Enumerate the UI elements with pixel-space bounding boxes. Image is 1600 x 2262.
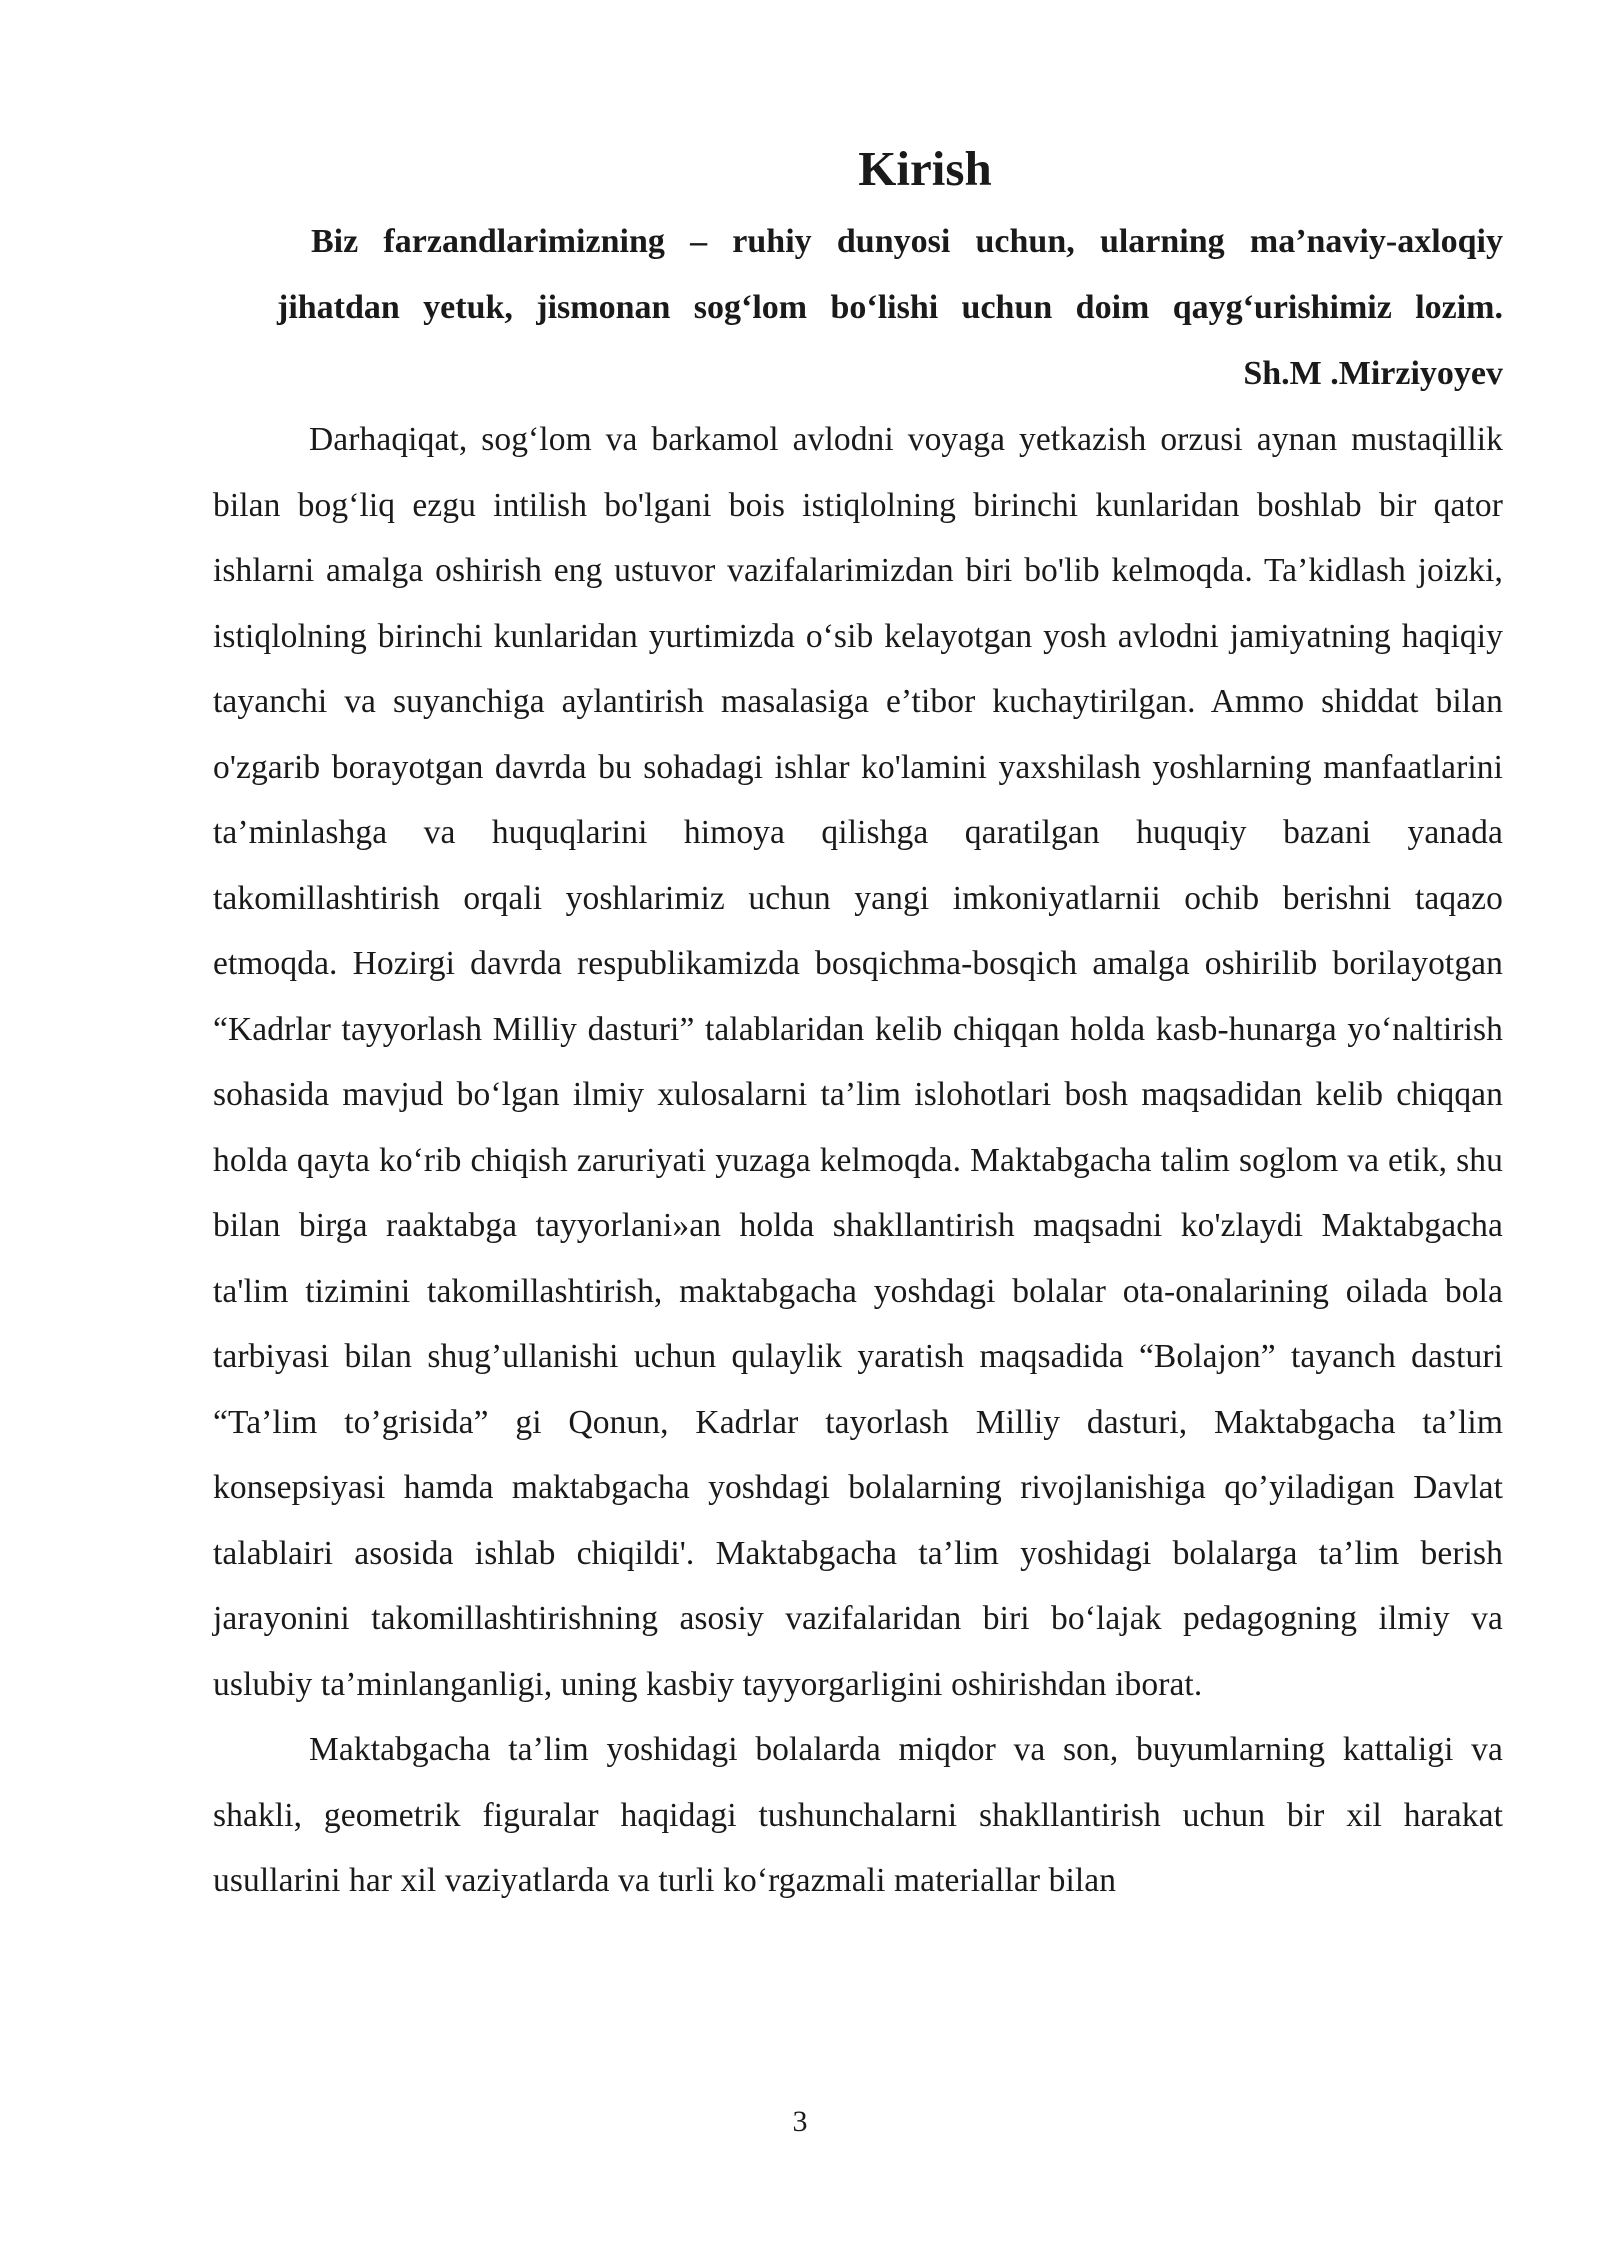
document-page <box>213 135 1503 1914</box>
body-paragraph: Maktabgacha ta’lim yoshidagi bolalarda miqdor va son, buyumlarning kattaligi va shakli, geometrik figuralar haqidagi tushunchalarni shakllantirish uchun bir xil harakat usullarini har xil vaziyatlarda va turli ko‘rgazmali materiallar bilan <box>213 1731 1503 1899</box>
page-number: 3 <box>792 2105 808 2138</box>
page-title: Kirish <box>858 141 992 196</box>
epigraph <box>213 209 1503 407</box>
epigraph-line: Biz farzandlarimizning – ruhiy dunyosi uchun, ularning ma’naviy-axloqiy <box>311 223 1503 260</box>
body-paragraph: Darhaqiqat, sog‘lom va barkamol avlodni voyaga yetkazish orzusi aynan mustaqillik bilan bog‘liq ezgu intilish bo'lgani bois istiqlolning birinchi kunlaridan boshlab bir qator ishlarni amalga oshirish eng ustuvor vazifalarimizdan biri bo'lib kelmoqda. Ta’kidlash joizki, istiqlolning birinchi kunlaridan yurtimizda o‘sib kelayotgan yosh avlodni jamiyatning haqiqiy tayanchi va suyanchiga aylantirish masalasiga e’tibor kuchaytirilgan. Ammo shiddat bilan o'zgarib borayotgan davrda bu sohadagi ishlar ko'lamini yaxshilash yoshlarning manfaatlarini ta’minlashga va huquqlarini himoya qilishga qaratilgan huquqiy bazani yanada takomillashtirish orqali yoshlarimiz uchun yangi imkoniyatlarnii ochib berishni taqazo etmoqda. Hozirgi davrda respublikamizda bosqichma-bosqich amalga oshirilib borilayotgan “Kadrlar tayyorlash Milliy dasturi” talablaridan kelib chiqqan holda kasb-hunarga yo‘naltirish sohasida mavjud bo‘lgan ilmiy xulosalarni ta’lim islohotlari bosh maqsadidan kelib chiqqan holda qayta ko‘rib chiqish zaruriyati yuzaga kelmoqda. Maktabgacha talim soglom va etik, shu bilan birga raaktabga tayyorlani»an holda shakllantirish maqsadni ko'zlaydi Maktabgacha ta'lim tizimini takomillashtirish, maktabgacha yoshdagi bolalar ota-onalarining oilada bola tarbiyasi bilan shug’ullanishi uchun qulaylik yaratish maqsadida “Bolajon” tayanch dasturi “Ta’lim to’grisida” gi Qonun, Kadrlar tayorlash Milliy dasturi, Maktabgacha ta’lim konsepsiyasi hamda maktabgacha yoshdagi bolalarning rivojlanishiga qo’yiladigan Davlat talablairi asosida ishlab chiqildi'. Maktabgacha ta’lim yoshidagi bolalarga ta’lim berish jarayonini takomillashtirishning asosiy vazifalaridan biri bo‘lajak pedagogning ilmiy va uslubiy ta’minlanganligi, uning kasbiy tayyorgarligini oshirishdan iborat. <box>213 421 1503 1703</box>
epigraph-line: jihatdan yetuk, jismonan sog‘lom bo‘lishi uchun doim qayg‘urishimiz lozim. <box>277 289 1503 326</box>
epigraph-author: Sh.M .Mirziyoyev <box>1243 355 1503 392</box>
